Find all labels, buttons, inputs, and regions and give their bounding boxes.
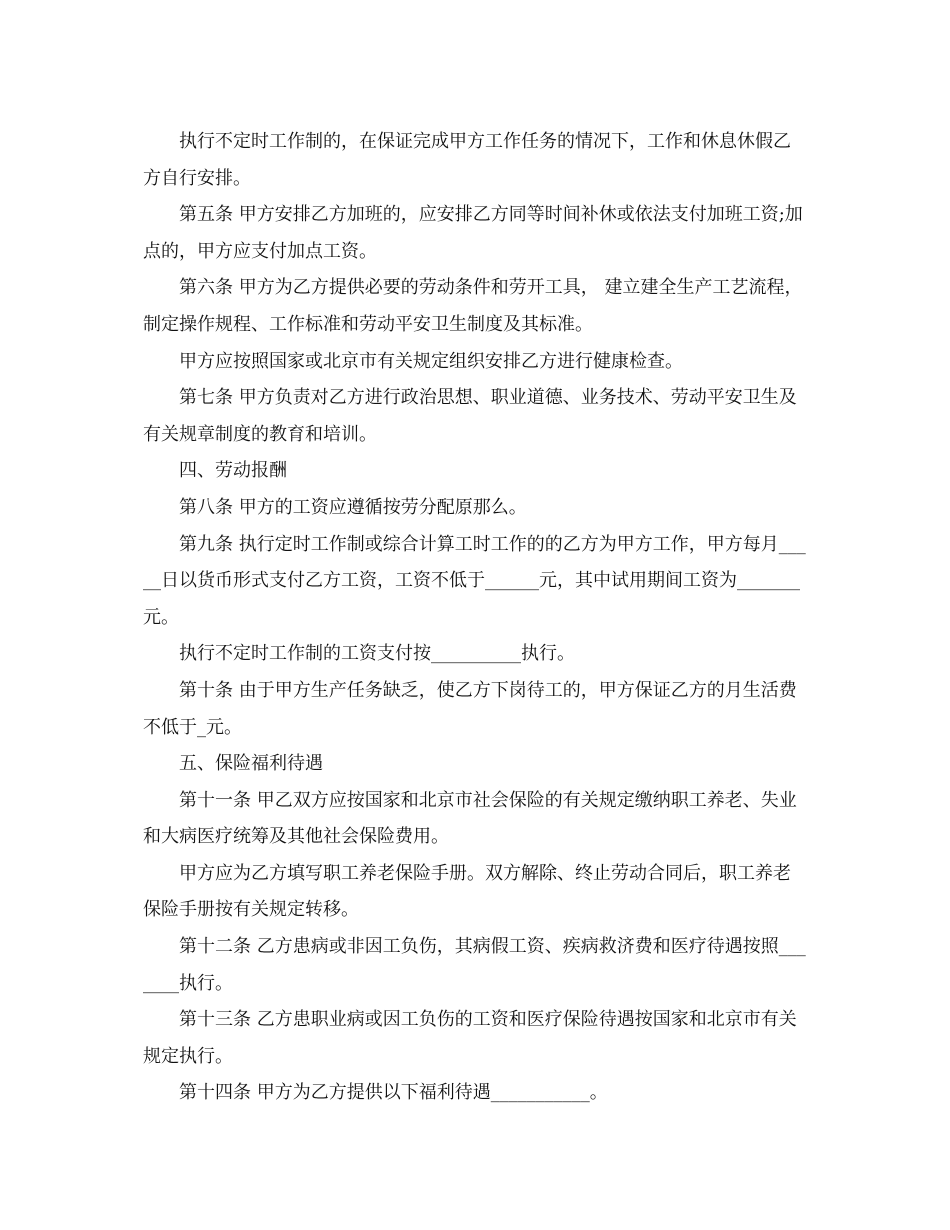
paragraph-article-14: 第十四条 甲方为乙方提供以下福利待遇___________。 — [179, 1082, 608, 1104]
paragraph-article-10: 第十条 由于甲方生产任务缺乏，使乙方下岗待工的，甲方保证乙方的月生活费不低于_元。 — [143, 679, 797, 738]
paragraph-pension-manual: 甲方应为乙方填写职工养老保险手册。双方解除、终止劳动合同后，职工养老保险手册按有关规定转移。 — [143, 862, 791, 921]
document-body — [143, 124, 808, 1112]
paragraph-irregular-wage: 执行不定时工作制的工资支付按__________执行。 — [179, 643, 575, 665]
paragraph-article-7: 第七条 甲方负责对乙方进行政治思想、职业道德、业务技术、劳动平安卫生及有关规章制度的教育和培训。 — [143, 387, 797, 445]
paragraph-health-check: 甲方应按照国家或北京市有关规定组织安排乙方进行健康检查。 — [179, 350, 683, 372]
paragraph-article-5: 第五条 甲方安排乙方加班的，应安排乙方同等时间补休或依法支付加班工资;加点的，甲方应支付加点工资。 — [143, 204, 803, 262]
paragraph-article-11: 第十一条 甲乙双方应按国家和北京市社会保险的有关规定缴纳职工养老、失业和大病医疗统筹及其他社会保险费用。 — [143, 789, 797, 848]
paragraph-article-12: 第十二条 乙方患病或非因工负伤，其病假工资、疾病救济费和医疗待遇按照_______执行。 — [143, 936, 806, 994]
paragraph-article-9: 第九条 执行定时工作制或综合计算工时工作的的乙方为甲方工作，甲方每月_____日以货币形式支付乙方工资，工资不低于______元，其中试用期间工资为_______元。 — [143, 533, 806, 628]
paragraph-1: 执行不定时工作制的，在保证完成甲方工作任务的情况下，工作和休息休假乙方自行安排。 — [143, 131, 791, 189]
section-heading-remuneration: 四、劳动报酬 — [179, 460, 287, 482]
section-heading-insurance: 五、保险福利待遇 — [179, 753, 323, 775]
paragraph-article-13: 第十三条 乙方患职业病或因工负伤的工资和医疗保险待遇按国家和北京市有关规定执行。 — [143, 1009, 797, 1067]
paragraph-article-6: 第六条 甲方为乙方提供必要的劳动条件和劳开工具， 建立建全生产工艺流程， 制定操作规程、工作标准和劳动平安卫生制度及其标准。 — [143, 277, 803, 335]
paragraph-article-8: 第八条 甲方的工资应遵循按劳分配原那么。 — [179, 496, 527, 518]
